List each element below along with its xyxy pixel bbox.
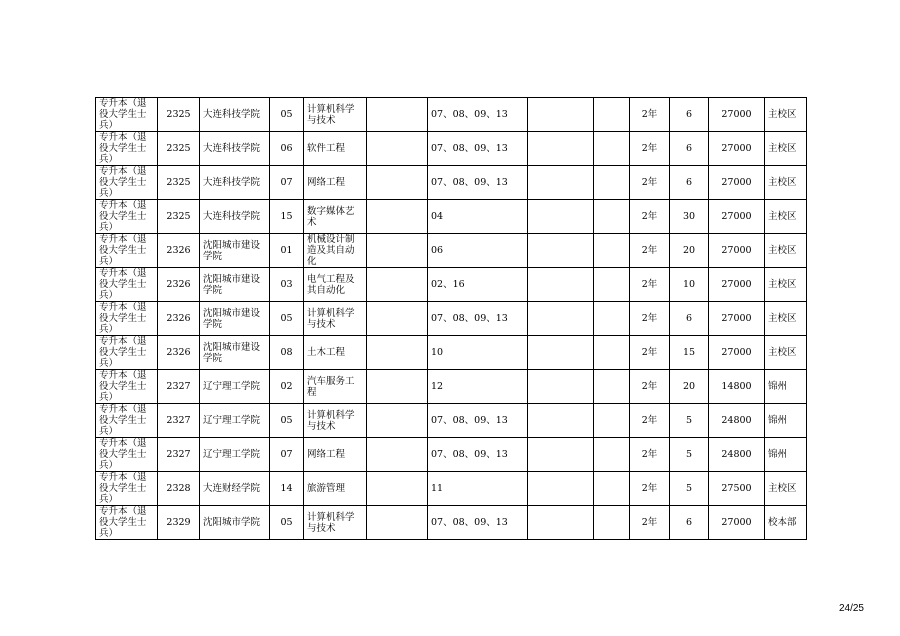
page-number: 24/25 <box>838 603 864 614</box>
cell-school-name: 沈阳城市建设学院 <box>200 234 270 268</box>
cell-tuition: 27000 <box>709 166 765 200</box>
cell-empty <box>594 506 630 540</box>
cell-empty <box>528 404 594 438</box>
cell-empty <box>528 472 594 506</box>
cell-program-type: 专升本（退役大学生士兵） <box>96 472 158 506</box>
cell-duration: 2年 <box>630 234 670 268</box>
cell-subjects: 07、08、09、13 <box>428 302 528 336</box>
cell-major-name: 软件工程 <box>304 132 367 166</box>
cell-plan-count: 6 <box>670 98 709 132</box>
cell-empty <box>594 370 630 404</box>
cell-school-name: 大连科技学院 <box>200 200 270 234</box>
cell-duration: 2年 <box>630 200 670 234</box>
table-row <box>96 404 807 438</box>
cell-tuition: 24800 <box>709 404 765 438</box>
cell-subjects: 10 <box>428 336 528 370</box>
cell-plan-count: 5 <box>670 404 709 438</box>
cell-empty <box>594 268 630 302</box>
cell-program-type: 专升本（退役大学生士兵） <box>96 302 158 336</box>
cell-school-name: 辽宁理工学院 <box>200 438 270 472</box>
cell-program-type: 专升本（退役大学生士兵） <box>96 234 158 268</box>
table-row <box>96 438 807 472</box>
table-row <box>96 472 807 506</box>
cell-program-type: 专升本（退役大学生士兵） <box>96 336 158 370</box>
cell-empty <box>367 200 428 234</box>
cell-tuition: 27000 <box>709 506 765 540</box>
cell-campus: 主校区 <box>765 472 807 506</box>
cell-subjects: 12 <box>428 370 528 404</box>
cell-program-type: 专升本（退役大学生士兵） <box>96 370 158 404</box>
cell-tuition: 27000 <box>709 234 765 268</box>
cell-subjects: 07、08、09、13 <box>428 404 528 438</box>
cell-subjects: 07、08、09、13 <box>428 98 528 132</box>
cell-subjects: 02、16 <box>428 268 528 302</box>
cell-empty <box>594 302 630 336</box>
cell-school-code: 2327 <box>158 438 200 472</box>
cell-major-code: 05 <box>270 98 304 132</box>
cell-school-name: 大连财经学院 <box>200 472 270 506</box>
cell-empty <box>594 336 630 370</box>
cell-school-code: 2327 <box>158 370 200 404</box>
cell-campus: 主校区 <box>765 98 807 132</box>
cell-empty <box>594 166 630 200</box>
cell-school-name: 辽宁理工学院 <box>200 370 270 404</box>
cell-major-name: 计算机科学与技术 <box>304 506 367 540</box>
cell-plan-count: 20 <box>670 234 709 268</box>
cell-plan-count: 6 <box>670 302 709 336</box>
cell-plan-count: 6 <box>670 132 709 166</box>
cell-subjects: 07、08、09、13 <box>428 166 528 200</box>
cell-program-type: 专升本（退役大学生士兵） <box>96 268 158 302</box>
cell-major-code: 14 <box>270 472 304 506</box>
cell-program-type: 专升本（退役大学生士兵） <box>96 98 158 132</box>
cell-empty <box>594 98 630 132</box>
cell-plan-count: 15 <box>670 336 709 370</box>
cell-major-name: 电气工程及其自动化 <box>304 268 367 302</box>
cell-major-name: 计算机科学与技术 <box>304 98 367 132</box>
cell-empty <box>594 234 630 268</box>
cell-program-type: 专升本（退役大学生士兵） <box>96 438 158 472</box>
cell-subjects: 04 <box>428 200 528 234</box>
cell-empty <box>367 166 428 200</box>
cell-school-code: 2328 <box>158 472 200 506</box>
cell-program-type: 专升本（退役大学生士兵） <box>96 200 158 234</box>
cell-empty <box>528 336 594 370</box>
cell-campus: 主校区 <box>765 166 807 200</box>
cell-empty <box>528 268 594 302</box>
cell-major-code: 15 <box>270 200 304 234</box>
cell-plan-count: 10 <box>670 268 709 302</box>
cell-tuition: 27000 <box>709 98 765 132</box>
cell-major-name: 土木工程 <box>304 336 367 370</box>
table-row <box>96 132 807 166</box>
cell-major-code: 07 <box>270 166 304 200</box>
cell-campus: 主校区 <box>765 268 807 302</box>
cell-tuition: 27000 <box>709 302 765 336</box>
cell-major-name: 网络工程 <box>304 438 367 472</box>
cell-empty <box>367 302 428 336</box>
cell-major-name: 旅游管理 <box>304 472 367 506</box>
cell-duration: 2年 <box>630 472 670 506</box>
cell-duration: 2年 <box>630 404 670 438</box>
cell-major-code: 07 <box>270 438 304 472</box>
table-row <box>96 370 807 404</box>
cell-duration: 2年 <box>630 336 670 370</box>
cell-program-type: 专升本（退役大学生士兵） <box>96 166 158 200</box>
cell-subjects: 07、08、09、13 <box>428 438 528 472</box>
cell-plan-count: 6 <box>670 506 709 540</box>
cell-plan-count: 5 <box>670 472 709 506</box>
cell-subjects: 11 <box>428 472 528 506</box>
cell-school-name: 大连科技学院 <box>200 166 270 200</box>
cell-tuition: 27000 <box>709 336 765 370</box>
cell-school-code: 2325 <box>158 98 200 132</box>
cell-empty <box>367 370 428 404</box>
cell-campus: 锦州 <box>765 404 807 438</box>
cell-empty <box>367 234 428 268</box>
cell-tuition: 27000 <box>709 200 765 234</box>
cell-tuition: 27000 <box>709 132 765 166</box>
cell-major-code: 06 <box>270 132 304 166</box>
cell-major-code: 05 <box>270 506 304 540</box>
cell-empty <box>528 200 594 234</box>
table-row <box>96 166 807 200</box>
cell-major-name: 汽车服务工程 <box>304 370 367 404</box>
cell-tuition: 27500 <box>709 472 765 506</box>
cell-major-name: 计算机科学与技术 <box>304 404 367 438</box>
cell-major-name: 计算机科学与技术 <box>304 302 367 336</box>
cell-empty <box>528 166 594 200</box>
cell-school-code: 2325 <box>158 132 200 166</box>
cell-school-code: 2325 <box>158 200 200 234</box>
cell-empty <box>528 234 594 268</box>
cell-school-name: 沈阳城市建设学院 <box>200 336 270 370</box>
cell-subjects: 07、08、09、13 <box>428 506 528 540</box>
cell-duration: 2年 <box>630 98 670 132</box>
table-row <box>96 268 807 302</box>
cell-empty <box>528 132 594 166</box>
cell-duration: 2年 <box>630 268 670 302</box>
table-row <box>96 200 807 234</box>
cell-school-code: 2325 <box>158 166 200 200</box>
cell-major-name: 数字媒体艺术 <box>304 200 367 234</box>
cell-major-name: 机械设计制造及其自动化 <box>304 234 367 268</box>
cell-tuition: 24800 <box>709 438 765 472</box>
table-row <box>96 98 807 132</box>
cell-plan-count: 30 <box>670 200 709 234</box>
cell-tuition: 14800 <box>709 370 765 404</box>
cell-empty <box>367 98 428 132</box>
cell-duration: 2年 <box>630 506 670 540</box>
cell-subjects: 07、08、09、13 <box>428 132 528 166</box>
cell-empty <box>367 268 428 302</box>
cell-empty <box>367 506 428 540</box>
cell-major-code: 01 <box>270 234 304 268</box>
cell-empty <box>528 438 594 472</box>
cell-plan-count: 20 <box>670 370 709 404</box>
cell-subjects: 06 <box>428 234 528 268</box>
cell-school-name: 大连科技学院 <box>200 98 270 132</box>
table-row <box>96 302 807 336</box>
cell-campus: 锦州 <box>765 438 807 472</box>
cell-program-type: 专升本（退役大学生士兵） <box>96 404 158 438</box>
cell-campus: 锦州 <box>765 370 807 404</box>
cell-empty <box>594 200 630 234</box>
table-row <box>96 506 807 540</box>
cell-empty <box>594 404 630 438</box>
cell-duration: 2年 <box>630 438 670 472</box>
cell-major-code: 03 <box>270 268 304 302</box>
cell-empty <box>367 132 428 166</box>
cell-empty <box>594 472 630 506</box>
cell-empty <box>594 132 630 166</box>
cell-empty <box>528 370 594 404</box>
cell-campus: 主校区 <box>765 132 807 166</box>
cell-empty <box>367 404 428 438</box>
cell-campus: 主校区 <box>765 200 807 234</box>
cell-empty <box>367 336 428 370</box>
enrollment-table <box>95 97 807 540</box>
cell-empty <box>367 472 428 506</box>
cell-school-code: 2326 <box>158 234 200 268</box>
cell-duration: 2年 <box>630 166 670 200</box>
cell-campus: 主校区 <box>765 234 807 268</box>
cell-duration: 2年 <box>630 370 670 404</box>
cell-empty <box>367 438 428 472</box>
cell-program-type: 专升本（退役大学生士兵） <box>96 506 158 540</box>
cell-empty <box>528 506 594 540</box>
cell-school-code: 2326 <box>158 336 200 370</box>
cell-program-type: 专升本（退役大学生士兵） <box>96 132 158 166</box>
table-row <box>96 336 807 370</box>
cell-empty <box>528 98 594 132</box>
cell-duration: 2年 <box>630 132 670 166</box>
cell-school-name: 沈阳城市建设学院 <box>200 268 270 302</box>
cell-school-name: 沈阳城市学院 <box>200 506 270 540</box>
cell-plan-count: 6 <box>670 166 709 200</box>
table-row <box>96 234 807 268</box>
cell-school-name: 辽宁理工学院 <box>200 404 270 438</box>
cell-school-code: 2329 <box>158 506 200 540</box>
cell-major-code: 05 <box>270 302 304 336</box>
cell-plan-count: 5 <box>670 438 709 472</box>
cell-school-code: 2326 <box>158 302 200 336</box>
cell-campus: 主校区 <box>765 302 807 336</box>
cell-school-code: 2327 <box>158 404 200 438</box>
cell-campus: 主校区 <box>765 336 807 370</box>
cell-empty <box>528 302 594 336</box>
cell-campus: 校本部 <box>765 506 807 540</box>
cell-duration: 2年 <box>630 302 670 336</box>
cell-school-name: 大连科技学院 <box>200 132 270 166</box>
cell-empty <box>594 438 630 472</box>
cell-major-name: 网络工程 <box>304 166 367 200</box>
cell-school-code: 2326 <box>158 268 200 302</box>
cell-tuition: 27000 <box>709 268 765 302</box>
cell-major-code: 02 <box>270 370 304 404</box>
cell-school-name: 沈阳城市建设学院 <box>200 302 270 336</box>
cell-major-code: 05 <box>270 404 304 438</box>
cell-major-code: 08 <box>270 336 304 370</box>
table-body <box>96 98 807 540</box>
